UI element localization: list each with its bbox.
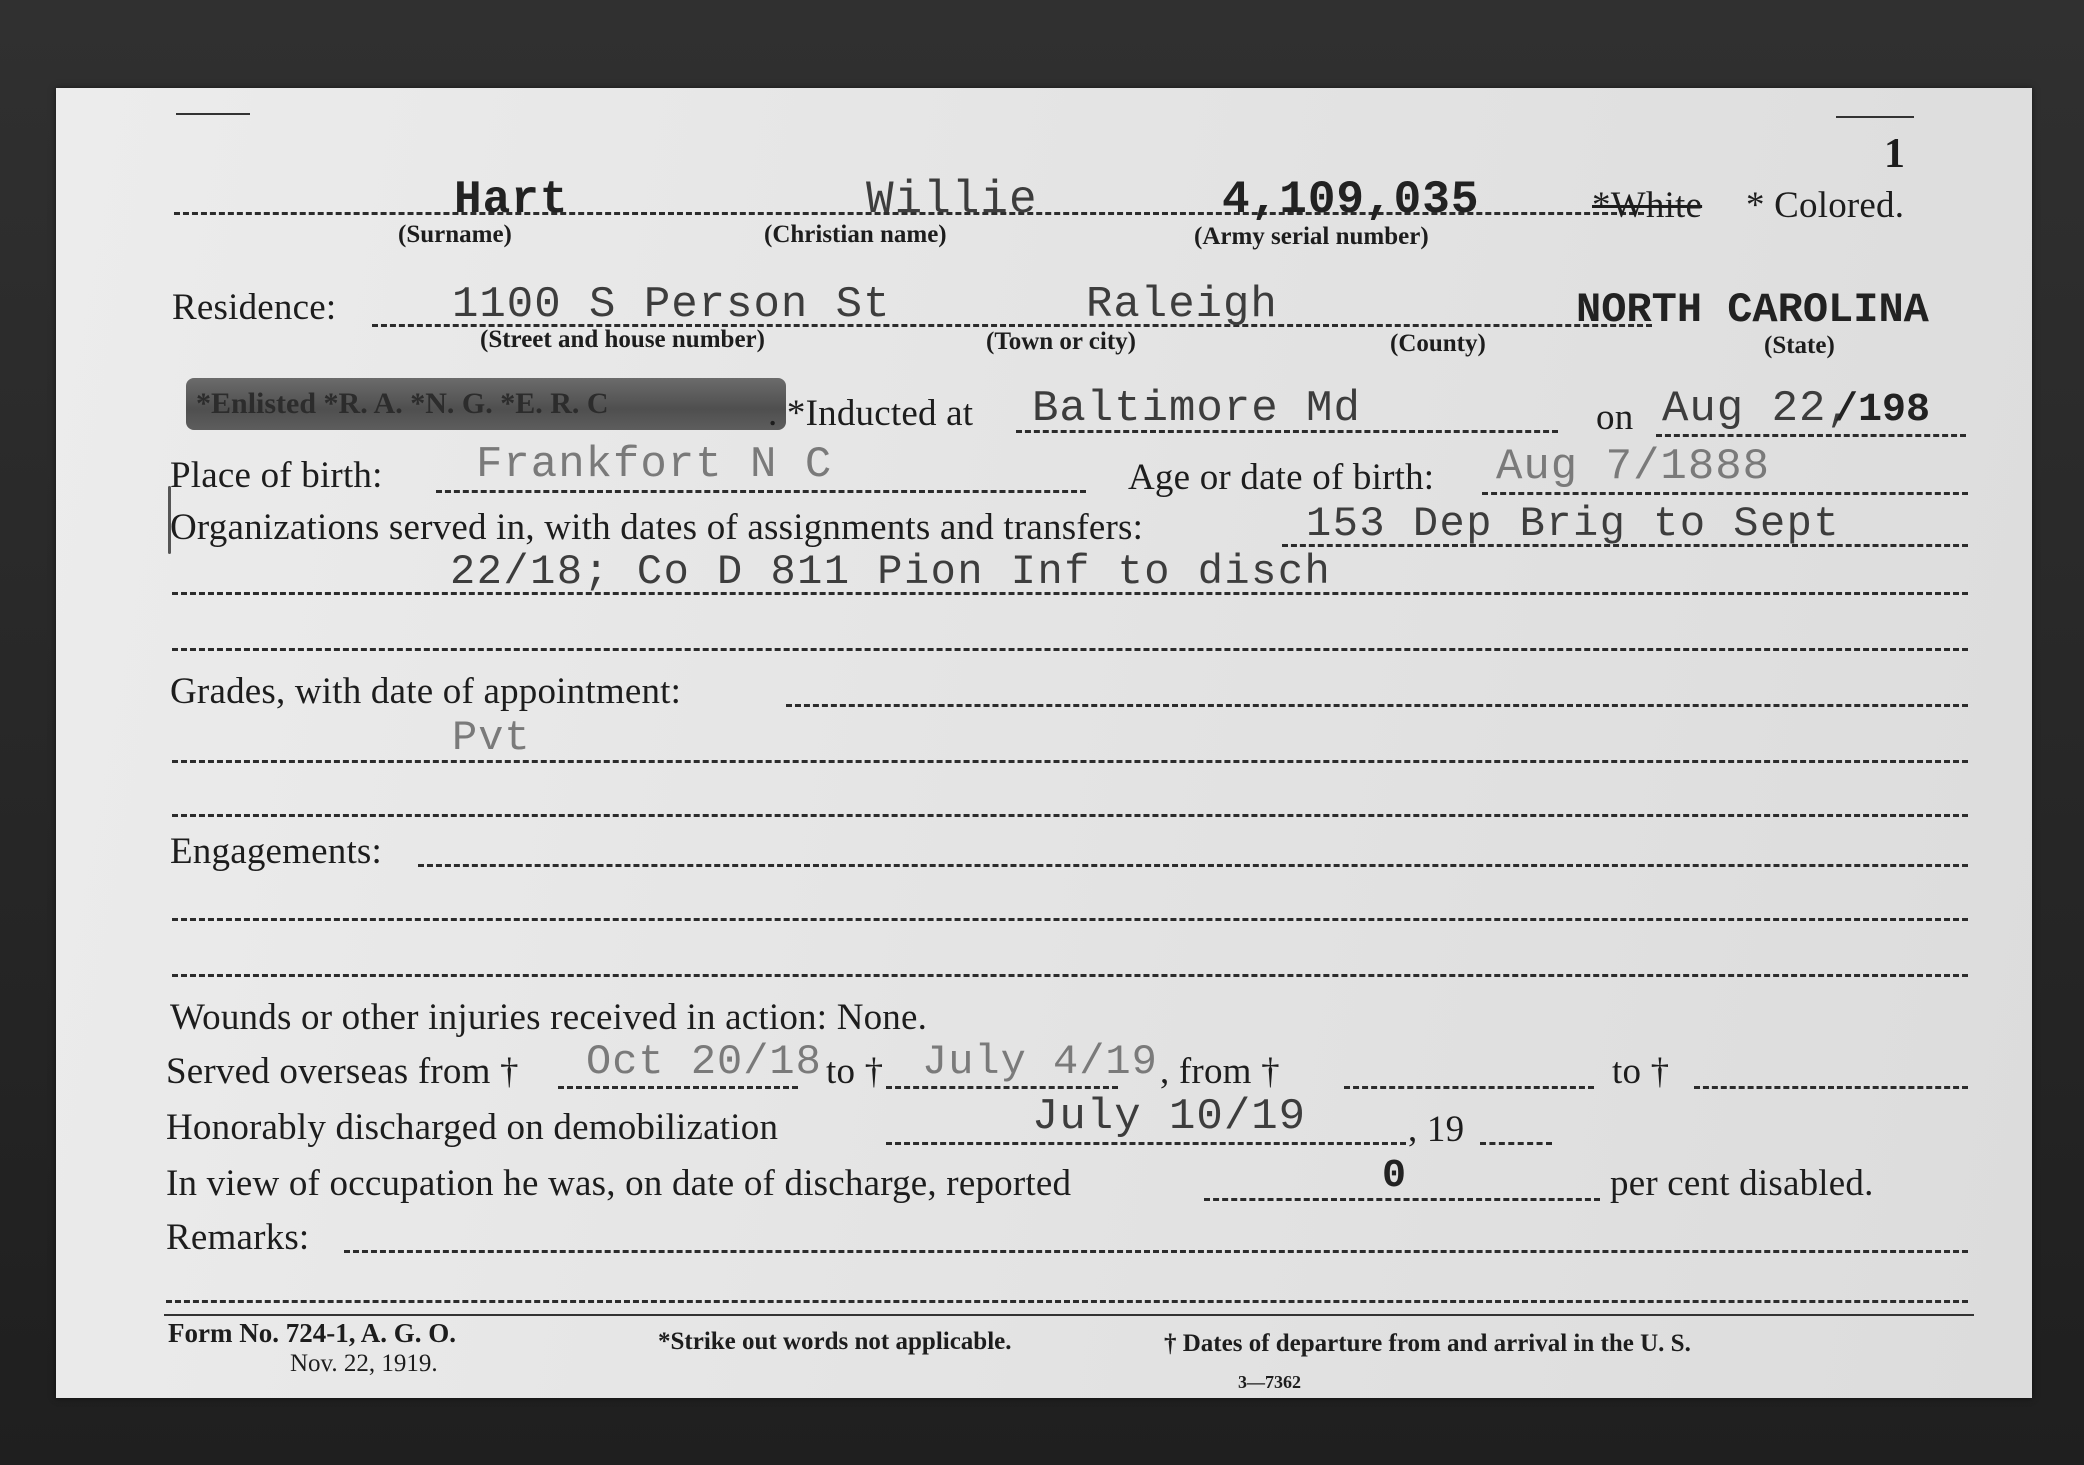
colored-label: * Colored. xyxy=(1746,185,1905,226)
discharge-label: Honorably discharged on demobilization xyxy=(166,1107,779,1148)
engagements-line-2 xyxy=(172,918,1968,921)
street-caption: (Street and house number) xyxy=(480,326,765,353)
overseas-from-label: Served overseas from † xyxy=(166,1051,519,1092)
grades-line-3 xyxy=(172,814,1968,817)
on-label: on xyxy=(1596,397,1634,438)
disability-suffix: per cent disabled. xyxy=(1610,1163,1874,1204)
discharge-year-label: , 19 xyxy=(1408,1109,1465,1150)
engagements-line-3 xyxy=(172,974,1968,977)
discharge-date-value: July 10/19 xyxy=(1032,1092,1307,1142)
remarks-line-1 xyxy=(344,1250,1968,1253)
birth-place-value: Frankfort N C xyxy=(476,440,833,490)
serial-number-value: 4,109,035 xyxy=(1222,174,1480,226)
surname-value: Hart xyxy=(454,174,569,226)
christian-name-value: Willie xyxy=(866,174,1038,226)
service-record-card xyxy=(56,88,2032,1398)
grades-line-1 xyxy=(786,704,1968,707)
redaction-bar: *Enlisted *R. A. *N. G. *E. R. C xyxy=(186,378,786,430)
top-left-rule xyxy=(176,113,250,115)
grade-value: Pvt xyxy=(452,714,531,762)
disability-value: 0 xyxy=(1382,1154,1408,1199)
age-label: Age or date of birth: xyxy=(1128,457,1435,498)
remarks-line-2 xyxy=(166,1300,1968,1303)
print-code: 3—7362 xyxy=(1238,1372,1301,1392)
organizations-value-2: 22/18; Co D 811 Pion Inf to disch xyxy=(450,548,1332,596)
place-of-birth-label: Place of birth: xyxy=(170,455,383,496)
organizations-label: Organizations served in, with dates of assignments and transfers: xyxy=(170,507,1144,548)
grades-label: Grades, with date of appointment: xyxy=(170,671,682,712)
inducted-date-value: Aug 22, xyxy=(1662,384,1854,434)
overseas-from-line xyxy=(558,1086,798,1089)
birth-place-line xyxy=(436,490,1086,493)
footer-rule xyxy=(164,1314,1974,1316)
overseas-to2-label: to † xyxy=(1612,1051,1670,1092)
overseas-from-value: Oct 20/18 xyxy=(586,1038,822,1086)
disability-label: In view of occupation he was, on date of discharge, reported xyxy=(166,1163,1072,1204)
state-caption: (State) xyxy=(1764,332,1835,359)
discharge-year-line xyxy=(1480,1142,1552,1145)
birth-date-line xyxy=(1482,492,1968,495)
organizations-value-1: 153 Dep Brig to Sept xyxy=(1306,500,1841,548)
overseas-to-label: to † xyxy=(826,1051,884,1092)
wounds-text: Wounds or other injuries received in action: None. xyxy=(170,997,928,1038)
strike-note: *Strike out words not applicable. xyxy=(658,1328,1012,1355)
state-value: NORTH CAROLINA xyxy=(1576,286,1929,334)
white-struck-label: *White xyxy=(1592,185,1703,226)
overseas-from2-label: , from † xyxy=(1160,1051,1280,1092)
town-value: Raleigh xyxy=(1086,280,1278,330)
overseas-to-value: July 4/19 xyxy=(922,1038,1158,1086)
engagements-line-1 xyxy=(418,864,1968,867)
overseas-from2-line xyxy=(1344,1086,1594,1089)
organizations-line-3 xyxy=(172,648,1968,651)
grades-line-2 xyxy=(172,760,1968,763)
dates-note: † Dates of departure from and arrival in the U. S. xyxy=(1164,1330,1691,1357)
street-value: 1100 S Person St xyxy=(452,280,891,330)
residence-label: Residence: xyxy=(172,287,337,328)
overseas-to2-line xyxy=(1694,1086,1968,1089)
inducted-year-value: /198 xyxy=(1834,388,1931,433)
form-date: Nov. 22, 1919. xyxy=(290,1350,438,1377)
remarks-label: Remarks: xyxy=(166,1217,310,1258)
surname-caption: (Surname) xyxy=(398,221,512,248)
card-number: 1 xyxy=(1884,131,1905,177)
discharge-line xyxy=(886,1142,1406,1145)
engagements-label: Engagements: xyxy=(170,831,383,872)
serial-caption: (Army serial number) xyxy=(1194,223,1429,250)
inducted-place-value: Baltimore Md xyxy=(1032,384,1361,434)
inducted-date-line xyxy=(1656,434,1966,437)
town-caption: (Town or city) xyxy=(986,328,1136,355)
top-right-rule xyxy=(1836,116,1914,118)
inducted-at-label: . *Inducted at xyxy=(768,393,974,434)
overseas-to-line xyxy=(886,1086,1118,1089)
form-number: Form No. 724-1, A. G. O. xyxy=(168,1318,456,1348)
birth-date-value: Aug 7/1888 xyxy=(1496,442,1771,492)
county-caption: (County) xyxy=(1390,330,1486,357)
christian-name-caption: (Christian name) xyxy=(764,221,947,248)
